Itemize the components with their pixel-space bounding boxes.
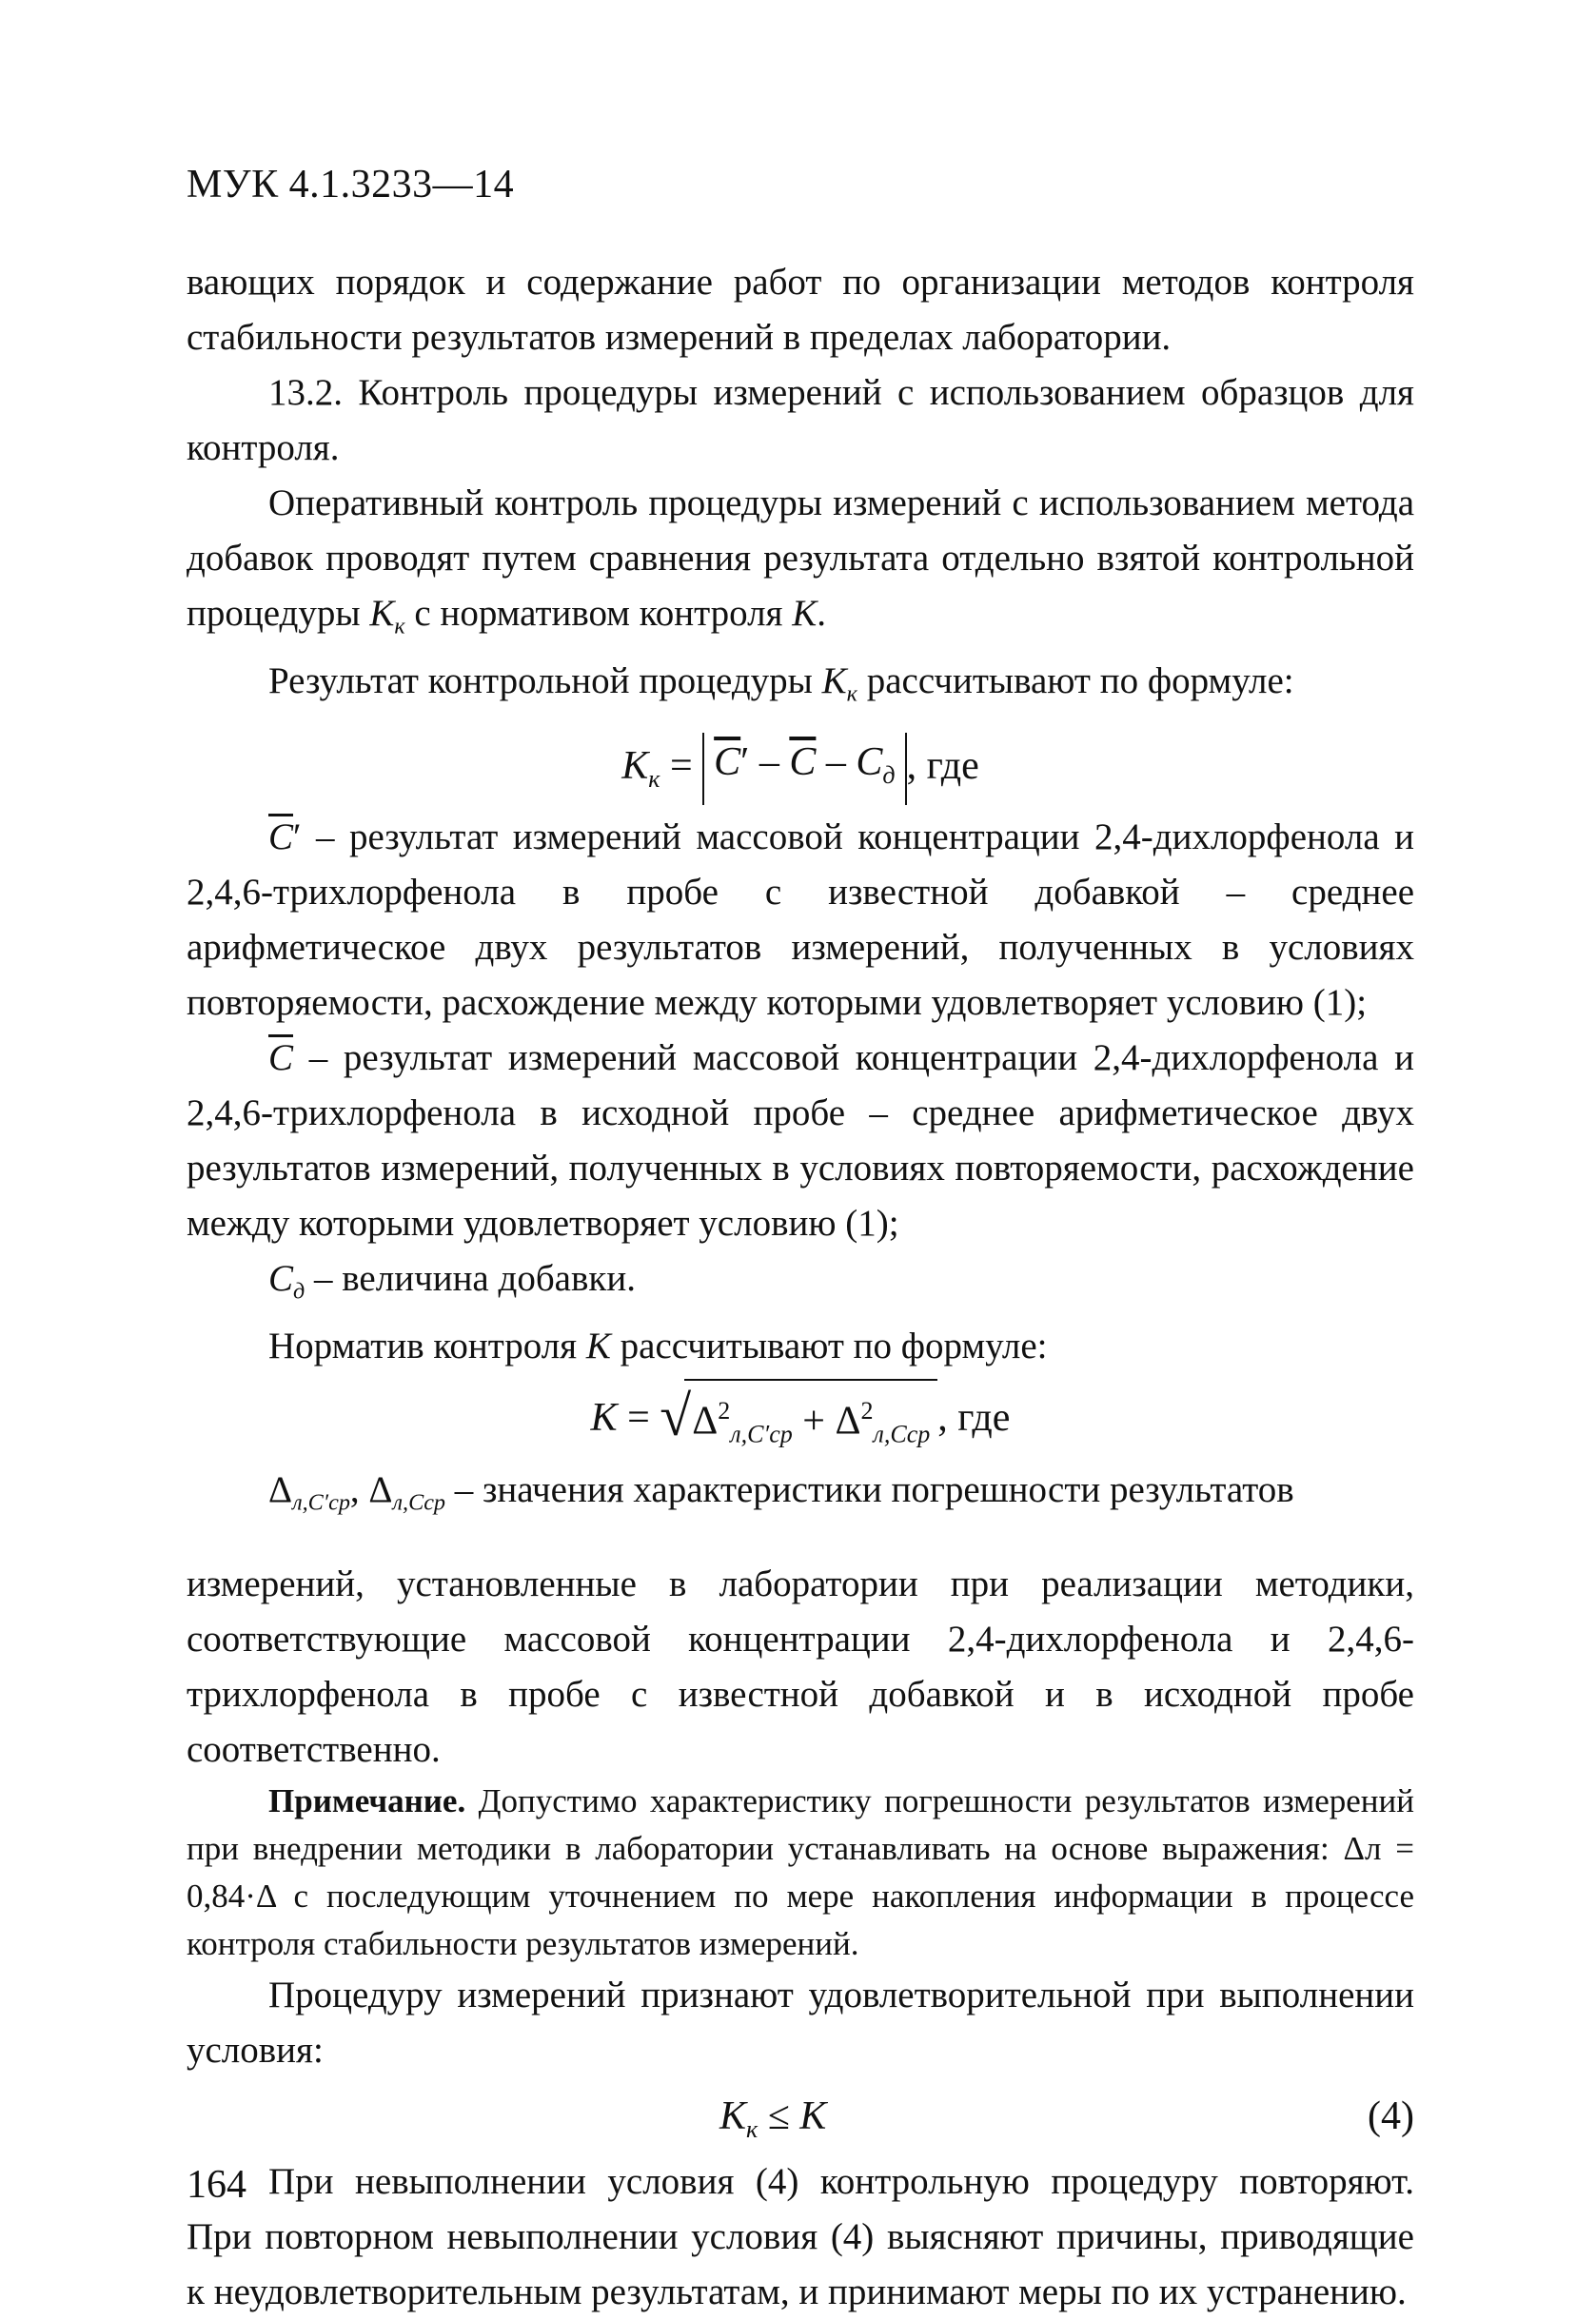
text-run: – результат измерений массовой концентрации 2,4-дихлорфенола и 2,4,6-трихлорфенола в исходной пробе – среднее арифметическое двух результатов измерений, полученных в условиях повторяемости, расхождение между которыми удовлетворяет условию (1); [187,1036,1414,1244]
equals-sign: = [669,743,693,788]
subscript-lc: л,Cср [392,1489,446,1516]
superscript-2: 2 [860,1397,874,1425]
subscript-k: к [746,2115,759,2144]
subscript-d: д [293,1278,305,1305]
note-label: Примечание. [268,1782,466,1820]
symbol-K: K [821,660,847,702]
note-text: Допустимо характеристику погрешности результатов измерений при внедрении методики в лаборатории устанавливать на основе выражения: Δл = 0,84·Δ с последующим уточнением по мере накопления информации в процессе контроля стабильности результатов измерений. [187,1782,1414,1963]
subscript-lc-prime: л,C′ср [730,1420,793,1448]
symbol-delta: Δ [368,1469,393,1511]
text-run: Результат контрольной процедуры [268,660,822,702]
symbol-K: K [792,593,818,634]
formula-4 [187,2078,1414,2154]
text-run: – величина добавки. [305,1257,636,1299]
less-or-equal-sign: ≤ [767,2094,790,2139]
square-root [660,1378,937,1465]
symbol-K: K [799,2094,827,2139]
page-number: 164 [187,2163,246,2207]
definition-deltas-continued: измерений, установленные в лаборатории при реализации методики, соответствующие массовой концентрации 2,4-дихлорфенола и 2,4,6-трихлорфенола в пробе с известной добавкой и в исходной пробе соответственно. [187,1563,1414,1771]
definition-c-prime [187,810,1414,1031]
equation-number: (4) [1368,2094,1414,2139]
prime-mark: ′ [740,740,750,785]
symbol-C-bar: $\overline{C}$ [714,740,741,785]
symbol-K: K [621,743,649,788]
subscript-k: к [648,765,660,794]
definition-c-bar [187,1031,1414,1251]
symbol-K: K [719,2094,747,2139]
symbol-C-bar: $\overline{C}$ [789,740,817,785]
plus-sign: + [802,1399,825,1444]
radical-sign-icon: √ [660,1384,692,1447]
minus-sign: – [825,740,846,785]
symbol-K: K [590,1396,618,1441]
formula-where: , где [937,1396,1011,1441]
subscript-lc: л,Cср [873,1420,931,1448]
subscript-lc-prime: л,C′ср [292,1489,350,1516]
symbol-delta: Δ [692,1399,719,1444]
text-run: – результат измерений массовой концентрации 2,4-дихлорфенола и 2,4,6-трихлорфенола в пробе с известной добавкой – среднее арифметическое двух результатов измерений, полученных в условиях повторяемости, расхождение между которыми удовлетворяет условию (1); [187,816,1414,1023]
text-run: – значения характеристики погрешности результатов [445,1469,1294,1511]
note [187,1778,1414,1968]
formula-k-norm [187,1374,1414,1462]
symbol-K: K [369,593,395,634]
minus-sign: – [759,740,779,785]
absolute-value [702,733,906,805]
paragraph-condition-intro: Процедуру измерений признают удовлетворительной при выполнении условия: [187,1975,1414,2072]
text-run: Норматив контроля [268,1326,586,1367]
symbol-delta: Δ [835,1399,861,1444]
paragraph-operational-control [187,476,1414,654]
symbol-K: K [585,1326,611,1367]
symbol-C: C [856,740,883,785]
text-run: с нормативом контроля [404,593,793,634]
symbol-delta: Δ [268,1469,293,1511]
formula-4-expression [719,2078,826,2168]
text-run: Оперативный контроль процедуры измерений с использованием метода добавок проводят путем сравнения результата отдельно взятой контрольной процедуры [187,482,1414,634]
paragraph-continuation: вающих порядок и содержание работ по организации методов контроля стабильности результатов измерений в пределах лаборатории. [187,262,1414,358]
superscript-2: 2 [718,1397,731,1425]
prime-mark: ′ [293,816,302,857]
formula-where: , где [906,743,979,788]
punctuation: , [349,1469,360,1511]
subscript-k: к [394,613,405,639]
text-run: рассчитывают по формуле: [857,660,1294,702]
definition-deltas [187,1462,1414,1557]
symbol-C-bar: $\overline{C}$ [268,1036,294,1078]
paragraph-repeat-procedure: При невыполнении условия (4) контрольную процедуру повторяют. При повторном невыполнении условия (4) выясняют причины, приводящие к неудовлетворительным результатам, и принимают меры по их устранению. [187,2161,1414,2313]
text-run: рассчитывают по формуле: [610,1326,1048,1367]
punctuation: . [817,593,826,634]
section-heading-13-2: 13.2. Контроль процедуры измерений с использованием образцов для контроля. [187,372,1414,468]
equals-sign: = [627,1396,650,1441]
subscript-d: д [882,761,896,790]
document-body [187,255,1414,2320]
subscript-k: к [846,680,857,707]
paragraph-result-formula-intro [187,654,1414,721]
running-head: МУК 4.1.3233—14 [187,163,515,206]
definition-c-d [187,1251,1414,1319]
paragraph-norm-intro [187,1319,1414,1374]
symbol-C: C [268,1257,294,1299]
symbol-C-bar: $\overline{C}$ [268,816,294,857]
radicand [684,1379,937,1462]
formula-kk [187,722,1414,810]
